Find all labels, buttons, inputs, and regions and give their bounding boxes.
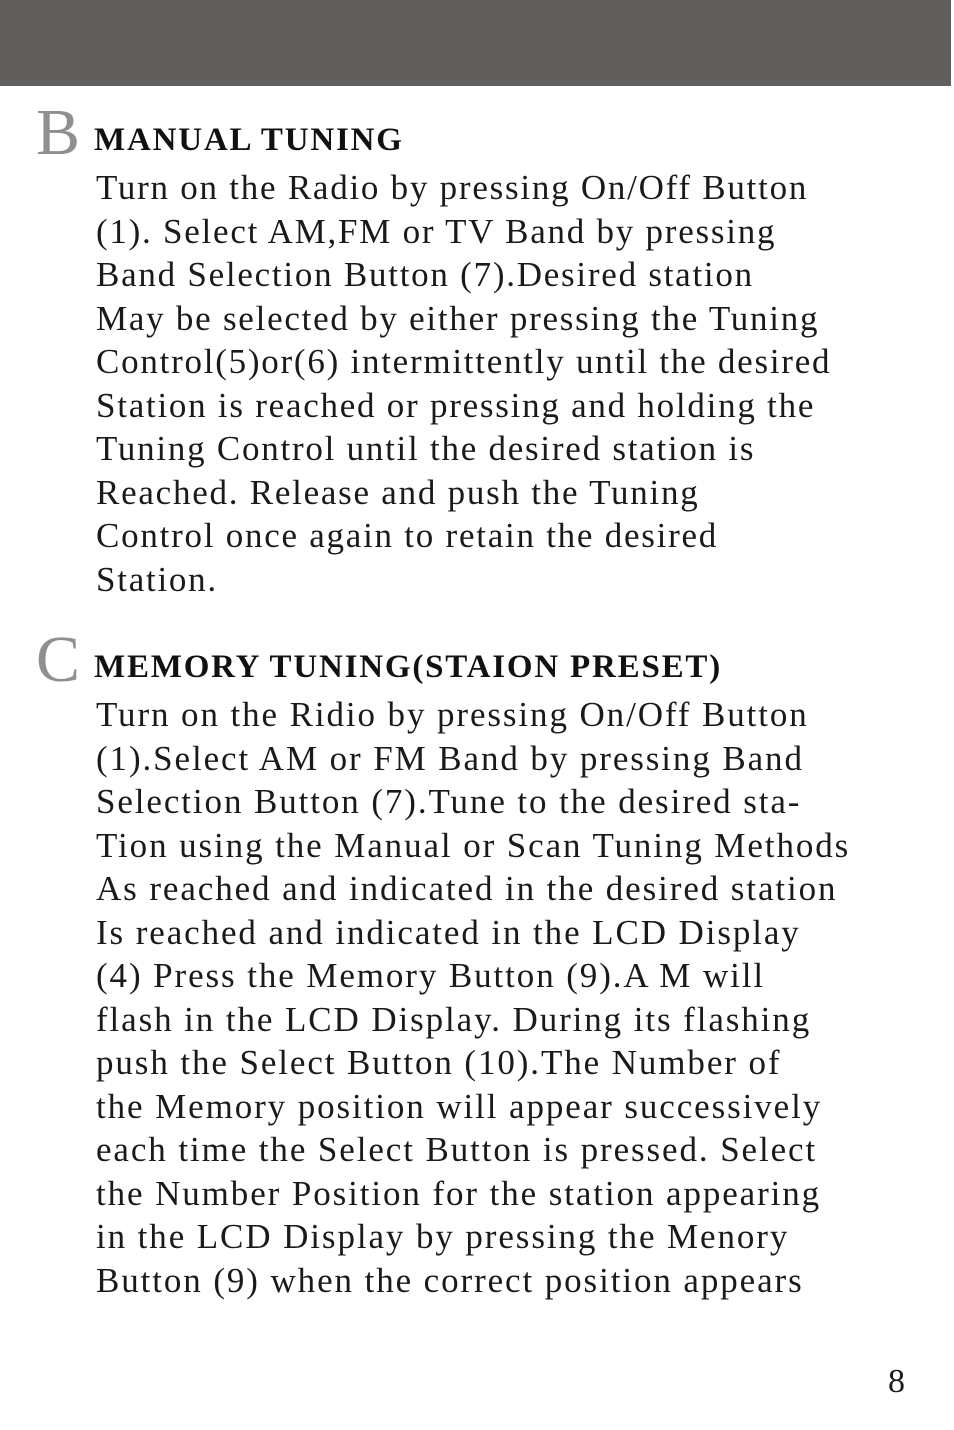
text-line: Band Selection Button (7).Desired station: [96, 255, 754, 294]
memory-tuning-text: [96, 693, 850, 1302]
text-line: (4) Press the Memory Button (9).A M will: [96, 956, 766, 995]
text-line: each time the Select Button is pressed. Select: [96, 1130, 818, 1169]
text-line: Button (9) when the correct position appears: [96, 1260, 804, 1300]
text-line: push the Select Button (10).The Number of: [96, 1043, 782, 1082]
text-line: (1).Select AM or FM Band by pressing Band: [96, 738, 804, 778]
manual-tuning-heading: MANUAL TUNING: [94, 122, 404, 158]
section-letter-b: B: [36, 96, 81, 169]
section-letter-c: C: [36, 623, 81, 696]
text-line: Turn on the Ridio by pressing On/Off Button: [96, 695, 809, 734]
text-line: Tuning Control until the desired station is: [96, 429, 756, 468]
manual-tuning-text: [96, 166, 831, 601]
text-line: Turn on the Radio by pressing On/Off Button: [96, 168, 809, 207]
text-line: As reached and indicated in the desired station: [96, 869, 838, 908]
text-line: the Memory position will appear successively: [96, 1086, 823, 1126]
text-line: flash in the LCD Display. During its flashing: [96, 999, 812, 1039]
text-line: Reached. Release and push the Tuning: [96, 472, 700, 512]
text-line: May be selected by either pressing the Tuning: [96, 298, 820, 338]
text-line: (1). Select AM,FM or TV Band by pressing: [96, 211, 777, 251]
text-line: Selection Button (7).Tune to the desired sta-: [96, 782, 802, 821]
text-line: Control once again to retain the desired: [96, 516, 719, 555]
memory-tuning-heading: MEMORY TUNING(STAION PRESET): [94, 649, 723, 685]
text-line: Is reached and indicated in the LCD Display: [96, 912, 801, 952]
text-line: Control(5)or(6) intermittently until the desired: [96, 342, 832, 381]
text-line: Tion using the Manual or Scan Tuning Methods: [96, 825, 851, 865]
text-line: Station.: [96, 559, 218, 599]
text-line: the Number Position for the station appearing: [96, 1173, 822, 1213]
page-number: 8: [888, 1363, 905, 1400]
text-line: Station is reached or pressing and holding the: [96, 385, 816, 425]
text-line: in the LCD Display by pressing the Menory: [96, 1217, 790, 1256]
top-header-band: [0, 0, 951, 86]
